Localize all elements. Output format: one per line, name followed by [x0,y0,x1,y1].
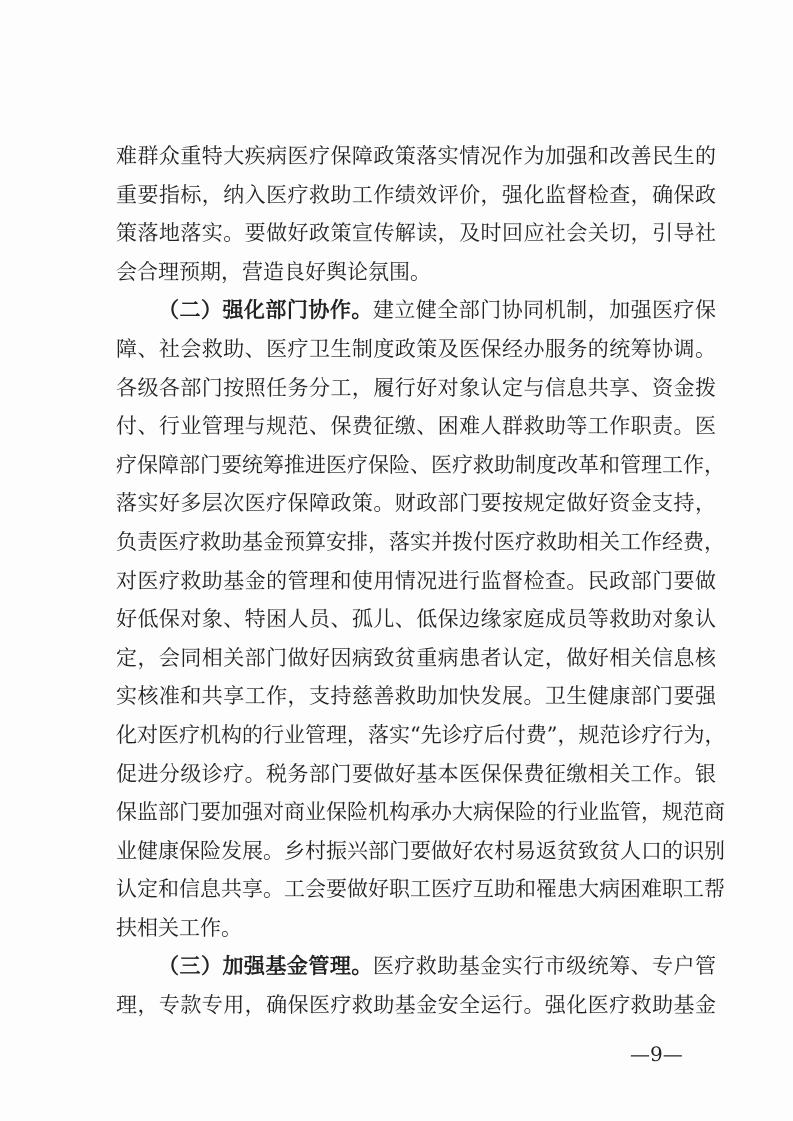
paragraph-continuation [116,137,716,291]
text-line: 障、社会救助、医疗卫生制度政策及医保经办服务的统筹协调。 [116,336,716,361]
text-line: 实核准和共享工作，支持慈善救助加快发展。卫生健康部门要强 [116,684,716,709]
text-line: 落实好多层次医疗保障政策。财政部门要按规定做好资金支持， [116,491,716,516]
text-line: 好低保对象、特困人员、孤儿、低保边缘家庭成员等救助对象认 [116,607,716,632]
text-line: 付、行业管理与规范、保费征缴、困难人群救助等工作职责。医 [116,414,716,439]
text-line: 负责医疗救助基金预算安排，落实并拨付医疗救助相关工作经费， [116,529,725,554]
text-line: 对医疗救助基金的管理和使用情况进行监督检查。民政部门要做 [116,568,716,593]
text-line: 各级各部门按照任务分工，履行好对象认定与信息共享、资金拨 [116,375,716,400]
body-text [116,137,726,1025]
text-line: 理，专款专用，确保医疗救助基金安全运行。强化医疗救助基金 [116,993,716,1018]
section-heading: （二）强化部门协作。 [158,297,373,323]
paragraph-fund-management [116,947,716,1024]
text-line [116,947,716,986]
page-number: —9— [630,1042,683,1066]
text-line [116,291,716,330]
text-line: 策落地落实。要做好政策宣传解读，及时回应社会关切，引导社 [116,221,716,246]
text-run: 医疗救助基金实行市级统筹、专户管 [372,954,717,979]
text-line: 认定和信息共享。工会要做好职工医疗互助和罹患大病困难职工帮 [116,877,725,902]
paragraph-department-cooperation [116,291,726,947]
section-heading: （三）加强基金管理。 [158,953,373,979]
text-line: 化对医疗机构的行业管理，落实“先诊疗后付费”，规范诊疗行为， [116,722,726,747]
text-line: 促进分级诊疗。税务部门要做好基本医保保费征缴相关工作。银 [116,761,716,786]
text-line: 难群众重特大疾病医疗保障政策落实情况作为加强和改善民生的 [116,144,716,168]
text-line: 保监部门要加强对商业保险机构承办大病保险的行业监管，规范商 [116,800,725,825]
text-line: 定，会同相关部门做好因病致贫重病患者认定，做好相关信息核 [116,645,716,670]
text-run: 建立健全部门协同机制，加强医疗保 [372,298,717,323]
text-line: 业健康保险发展。乡村振兴部门要做好农村易返贫致贫人口的识别 [116,838,725,863]
text-line: 扶相关工作。 [116,915,242,940]
text-line: 会合理预期，营造良好舆论氛围。 [116,259,431,284]
text-line: 重要指标，纳入医疗救助工作绩效评价，强化监督检查，确保政 [116,182,716,207]
text-line: 疗保障部门要统筹推进医疗保险、医疗救助制度改革和管理工作， [116,452,725,477]
